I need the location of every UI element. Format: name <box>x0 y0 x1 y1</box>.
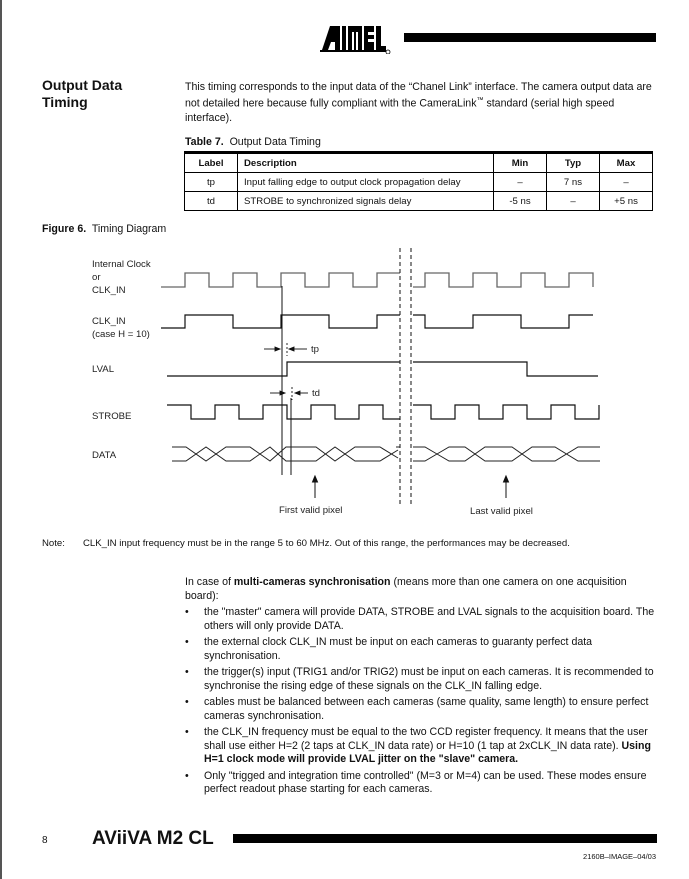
list-item-text: the CLK_IN frequency must be equal to the two CCD register frequency. It means that the user shall use either H=2 (2 taps at CLK_IN data rate) or H=10 (1 tap at 2xCLK_IN data rate). <box>204 726 648 752</box>
intro-text-2: standard (serial high speed interface). <box>185 97 615 124</box>
requirements-list <box>185 606 657 797</box>
clock-waveform-right <box>413 273 593 287</box>
signal-label-clock-or: or <box>92 272 101 283</box>
header-typ: Typ <box>547 153 600 173</box>
figure-caption-title: Timing Diagram <box>91 223 167 235</box>
note-label: Note: <box>42 538 65 549</box>
clock-waveform-left <box>161 273 400 287</box>
first-valid-pixel-label: First valid pixel <box>279 505 343 516</box>
cell-description: Input falling edge to output clock propagation delay <box>238 173 494 192</box>
section-title <box>42 77 162 111</box>
cell-typ: 7 ns <box>547 173 600 192</box>
signal-label-clkin-h10: CLK_IN <box>92 316 126 327</box>
table-caption-label: Table 7. <box>185 136 224 148</box>
list-item <box>185 770 657 797</box>
signal-label-lval: LVAL <box>92 364 115 375</box>
list-item-text: cables must be balanced between each cameras (same quality, same length) to ensure perfect cameras synchronisation. <box>204 696 649 722</box>
page-number: 8 <box>42 835 48 846</box>
cell-typ: – <box>547 192 600 211</box>
list-item <box>185 636 657 663</box>
intro-pre: In case of <box>185 576 234 588</box>
cell-max: +5 ns <box>600 192 653 211</box>
list-item-text: Only "trigged and integration time controlled" (M=3 or M=4) can be used. These modes ensure perfect readout phase starting for each cameras. <box>204 769 647 795</box>
table-caption <box>185 136 321 148</box>
intro-post: (means more than one camera on one acquisition board): <box>185 576 627 602</box>
figure-caption-label: Figure 6. <box>42 223 87 235</box>
list-item-text: the external clock CLK_IN must be input on each cameras to guaranty perfect data synchronisation. <box>204 636 593 662</box>
signal-label-clk-in: CLK_IN <box>92 285 126 296</box>
document-code: 2160B–IMAGE–04/03 <box>583 852 656 861</box>
figure-caption <box>42 223 166 235</box>
cell-label: td <box>185 192 238 211</box>
strobe-waveform-left <box>167 405 400 419</box>
list-item <box>185 726 657 767</box>
bullet-icon: • <box>185 726 189 738</box>
table-header-row <box>185 153 653 173</box>
tp-label: tp <box>311 344 320 355</box>
note-text: CLK_IN input frequency must be in the range 5 to 60 MHz. Out of this range, the performances may be decreased. <box>83 538 570 549</box>
table-row <box>185 192 653 211</box>
cell-max: – <box>600 173 653 192</box>
tp-arrowhead-left <box>275 347 280 351</box>
footer-rule <box>233 834 657 843</box>
clkin-h10-waveform-right <box>413 315 593 328</box>
intro-bold: multi-cameras synchronisation <box>233 576 391 588</box>
trademark-symbol: ™ <box>476 97 484 104</box>
header-min: Min <box>494 153 547 173</box>
bullet-icon: • <box>185 666 189 678</box>
multi-camera-section <box>185 576 657 800</box>
cell-min: -5 ns <box>494 192 547 211</box>
cell-description: STROBE to synchronized signals delay <box>238 192 494 211</box>
signal-label-strobe: STROBE <box>92 411 132 422</box>
note <box>42 538 570 549</box>
signal-label-case-h10: (case H = 10) <box>92 329 150 340</box>
section-title-line2: Timing <box>42 94 88 110</box>
list-item <box>185 696 657 723</box>
header-rule <box>404 33 656 42</box>
bullet-icon: • <box>185 606 189 618</box>
table-caption-title: Output Data Timing <box>229 136 321 148</box>
timing-diagram <box>0 240 689 530</box>
data-waveform <box>172 447 600 461</box>
cell-min: – <box>494 173 547 192</box>
output-timing-table <box>184 151 653 211</box>
clkin-h10-waveform-left <box>161 315 400 328</box>
section-title-line1: Output Data <box>42 77 123 93</box>
intro-paragraph <box>185 80 657 125</box>
signal-label-data: DATA <box>92 450 117 461</box>
lval-waveform-left <box>167 362 400 376</box>
lval-waveform-right <box>413 362 598 376</box>
cell-label: tp <box>185 173 238 192</box>
footer-product-title: AViiVA M2 CL <box>92 828 214 849</box>
bullet-icon: • <box>185 636 189 648</box>
bullet-icon: • <box>185 769 189 782</box>
header-description: Description <box>238 153 494 173</box>
bullet-icon: • <box>185 696 189 708</box>
last-valid-pixel-label: Last valid pixel <box>470 506 533 517</box>
td-label: td <box>312 388 321 399</box>
list-item-warning: Using H=1 clock mode will provide LVAL jitter on the "slave" camera. <box>204 739 651 765</box>
multi-camera-intro <box>185 576 657 603</box>
list-item-text: the "master" camera will provide DATA, STROBE and LVAL signals to the acquisition board. The others will only provide DATA. <box>204 606 655 632</box>
intro-text-1: This timing corresponds to the input data of the “Chanel Link” interface. The camera output data are not detailed here because fully compliant with the CameraLink <box>185 81 652 110</box>
signal-label-clock: Internal Clock <box>92 259 151 270</box>
table-row <box>185 173 653 192</box>
header-max: Max <box>600 153 653 173</box>
list-item-text: the trigger(s) input (TRIG1 and/or TRIG2) must be input on each cameras. It is recommended to synchronise the rising edge of these signals on the CLK_IN falling edge. <box>204 666 654 692</box>
list-item <box>185 666 657 693</box>
time-break-markers <box>400 248 411 505</box>
header-label: Label <box>185 153 238 173</box>
strobe-waveform-right <box>413 405 599 419</box>
atmel-logo-icon <box>320 22 392 54</box>
list-item <box>185 606 657 633</box>
